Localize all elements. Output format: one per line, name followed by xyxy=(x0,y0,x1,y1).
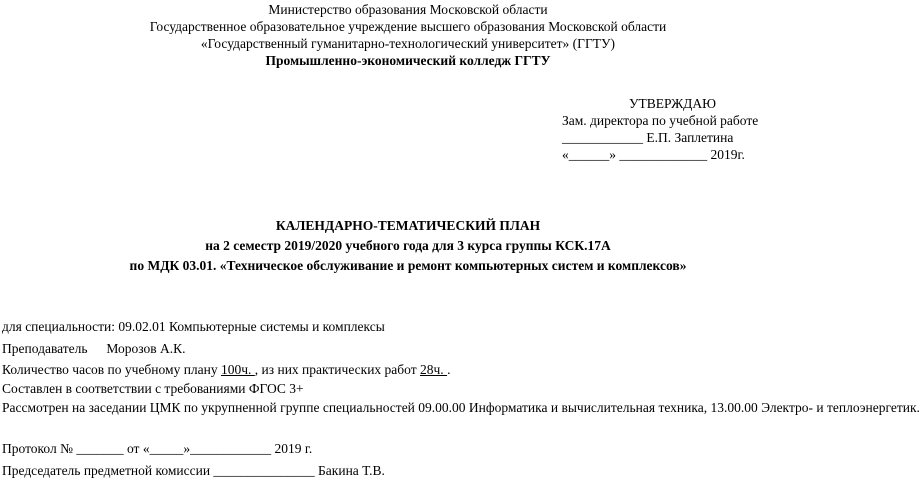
hours-middle: , из них практических работ xyxy=(254,362,421,377)
plan-course: по МДК 03.01. «Техническое обслуживание и ремонт компьютерных систем и комплексов» xyxy=(129,258,687,273)
protocol-line: Протокол № _______ от «_____»____________ 2019 г. xyxy=(2,441,313,456)
specialty-line: для специальности: 09.02.01 Компьютерные системы и комплексы xyxy=(2,319,385,334)
chair-line: Председатель предметной комиссии _______________ Бакина Т.В. xyxy=(2,463,385,478)
ministry-line: Министерство образования Московской области xyxy=(268,2,548,17)
approval-position: Зам. директора по учебной работе xyxy=(562,113,759,128)
university-line: «Государственный гуманитарно-технологический университет» (ГГТУ) xyxy=(200,36,616,51)
plan-title: КАЛЕНДАРНО-ТЕМАТИЧЕСКИЙ ПЛАН xyxy=(275,218,541,233)
teacher-line xyxy=(2,341,186,357)
approval-title: УТВЕРЖДАЮ xyxy=(629,96,717,111)
teacher-name: Морозов А.К. xyxy=(106,341,186,356)
hours-suffix: . xyxy=(447,362,451,377)
hours-value: 100ч. xyxy=(221,362,255,377)
institution-line: Государственное образовательное учреждение высшего образования Московской области xyxy=(149,19,667,34)
approval-date: «______» _____________ 2019г. xyxy=(562,147,745,162)
approval-signature: ____________ Е.П. Заплетина xyxy=(562,130,734,145)
plan-semester: на 2 семестр 2019/2020 учебного года для 3 курса группы КСК.17А xyxy=(205,238,611,253)
hours-prefix: Количество часов по учебному плану xyxy=(2,362,221,377)
standard-line: Составлен в соответствии с требованиями ФГОС 3+ xyxy=(2,381,304,396)
reviewed-line: Рассмотрен на заседании ЦМК по укрупненной группе специальностей 09.00.00 Информатика и вычислительная техника, 13.00.00 Электро- и теплоэнергетик. xyxy=(2,400,920,415)
practical-value: 28ч. xyxy=(420,362,448,377)
hours-line xyxy=(2,362,450,378)
college-line: Промышленно-экономический колледж ГГТУ xyxy=(265,53,551,68)
teacher-label: Преподаватель xyxy=(2,341,88,356)
